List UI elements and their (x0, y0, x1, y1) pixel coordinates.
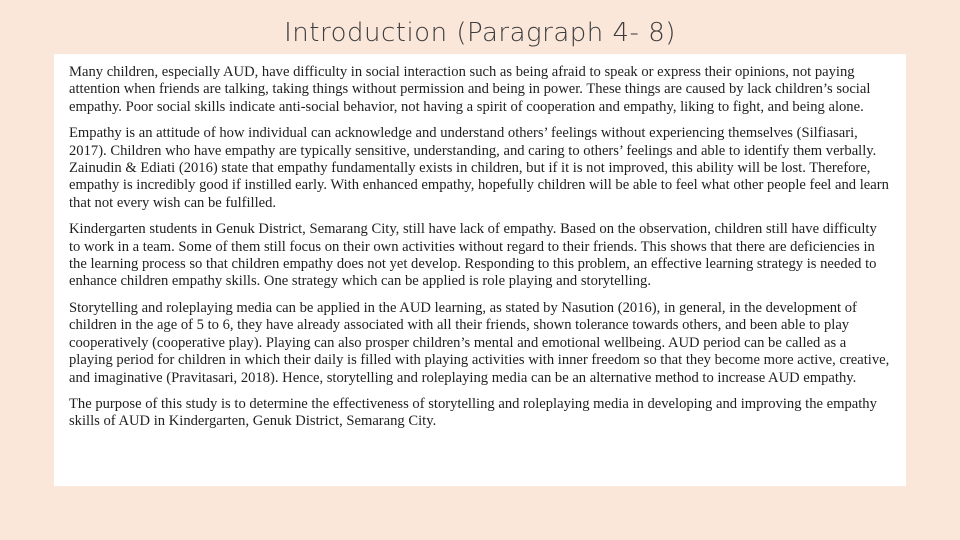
content-box (54, 54, 906, 486)
paragraph-8: The purpose of this study is to determine the effectiveness of storytelling and roleplaying media in developing and improving the empathy skills of AUD in Kindergarten, Genuk District, Semarang City. (69, 395, 877, 430)
paragraph-4: Many children, especially AUD, have difficulty in social interaction such as being afraid to speak or express their opinions, not paying attention when friends are talking, taking things without permission and being in power. These things are caused by lack children’s social empathy. Poor social skills indicate anti-social behavior, not having a spirit of cooperation and empathy, liking to fight, and being alone. (69, 64, 871, 115)
paragraph-5: Empathy is an attitude of how individual can acknowledge and understand others’ feelings without experiencing themselves (Silfiasari, 2017). Children who have empathy are typically sensitive, understanding, and caring to others’ feelings and able to identify them verbally. Zainudin & Ediati (2016) state that empathy fundamentally exists in children, but if it is not improved, this ability will be lost. Therefore, empathy is incredibly good if instilled early. With enhanced empathy, hopefully children will be able to feel what other people feel and learn that not every wish can be fulfilled. (69, 125, 889, 211)
slide-title: Introduction (Paragraph 4- 8) (284, 18, 676, 48)
paragraph-7: Storytelling and roleplaying media can be applied in the AUD learning, as stated by Nasution (2016), in general, in the development of children in the age of 5 to 6, they have already associated with all their friends, shown tolerance towards others, and been able to play cooperatively (cooperative play). Playing can also prosper children’s mental and emotional wellbeing. AUD period can be called as a playing period for children in which their daily is filled with playing activities with inner freedom so that they become more active, creative, and imaginative (Pravitasari, 2018). Hence, storytelling and roleplaying media can be an alternative method to increase AUD empathy. (69, 299, 890, 386)
paragraph-6: Kindergarten students in Genuk District, Semarang City, still have lack of empathy. Based on the observation, children still have difficulty to work in a team. Some of them still focus on their own activities without regard to their friends. This shows that there are deficiencies in the learning process so that children empathy does not yet develop. Responding to this problem, an effective learning strategy is needed to enhance children empathy skills. One strategy which can be applied is role playing and storytelling. (69, 221, 877, 290)
